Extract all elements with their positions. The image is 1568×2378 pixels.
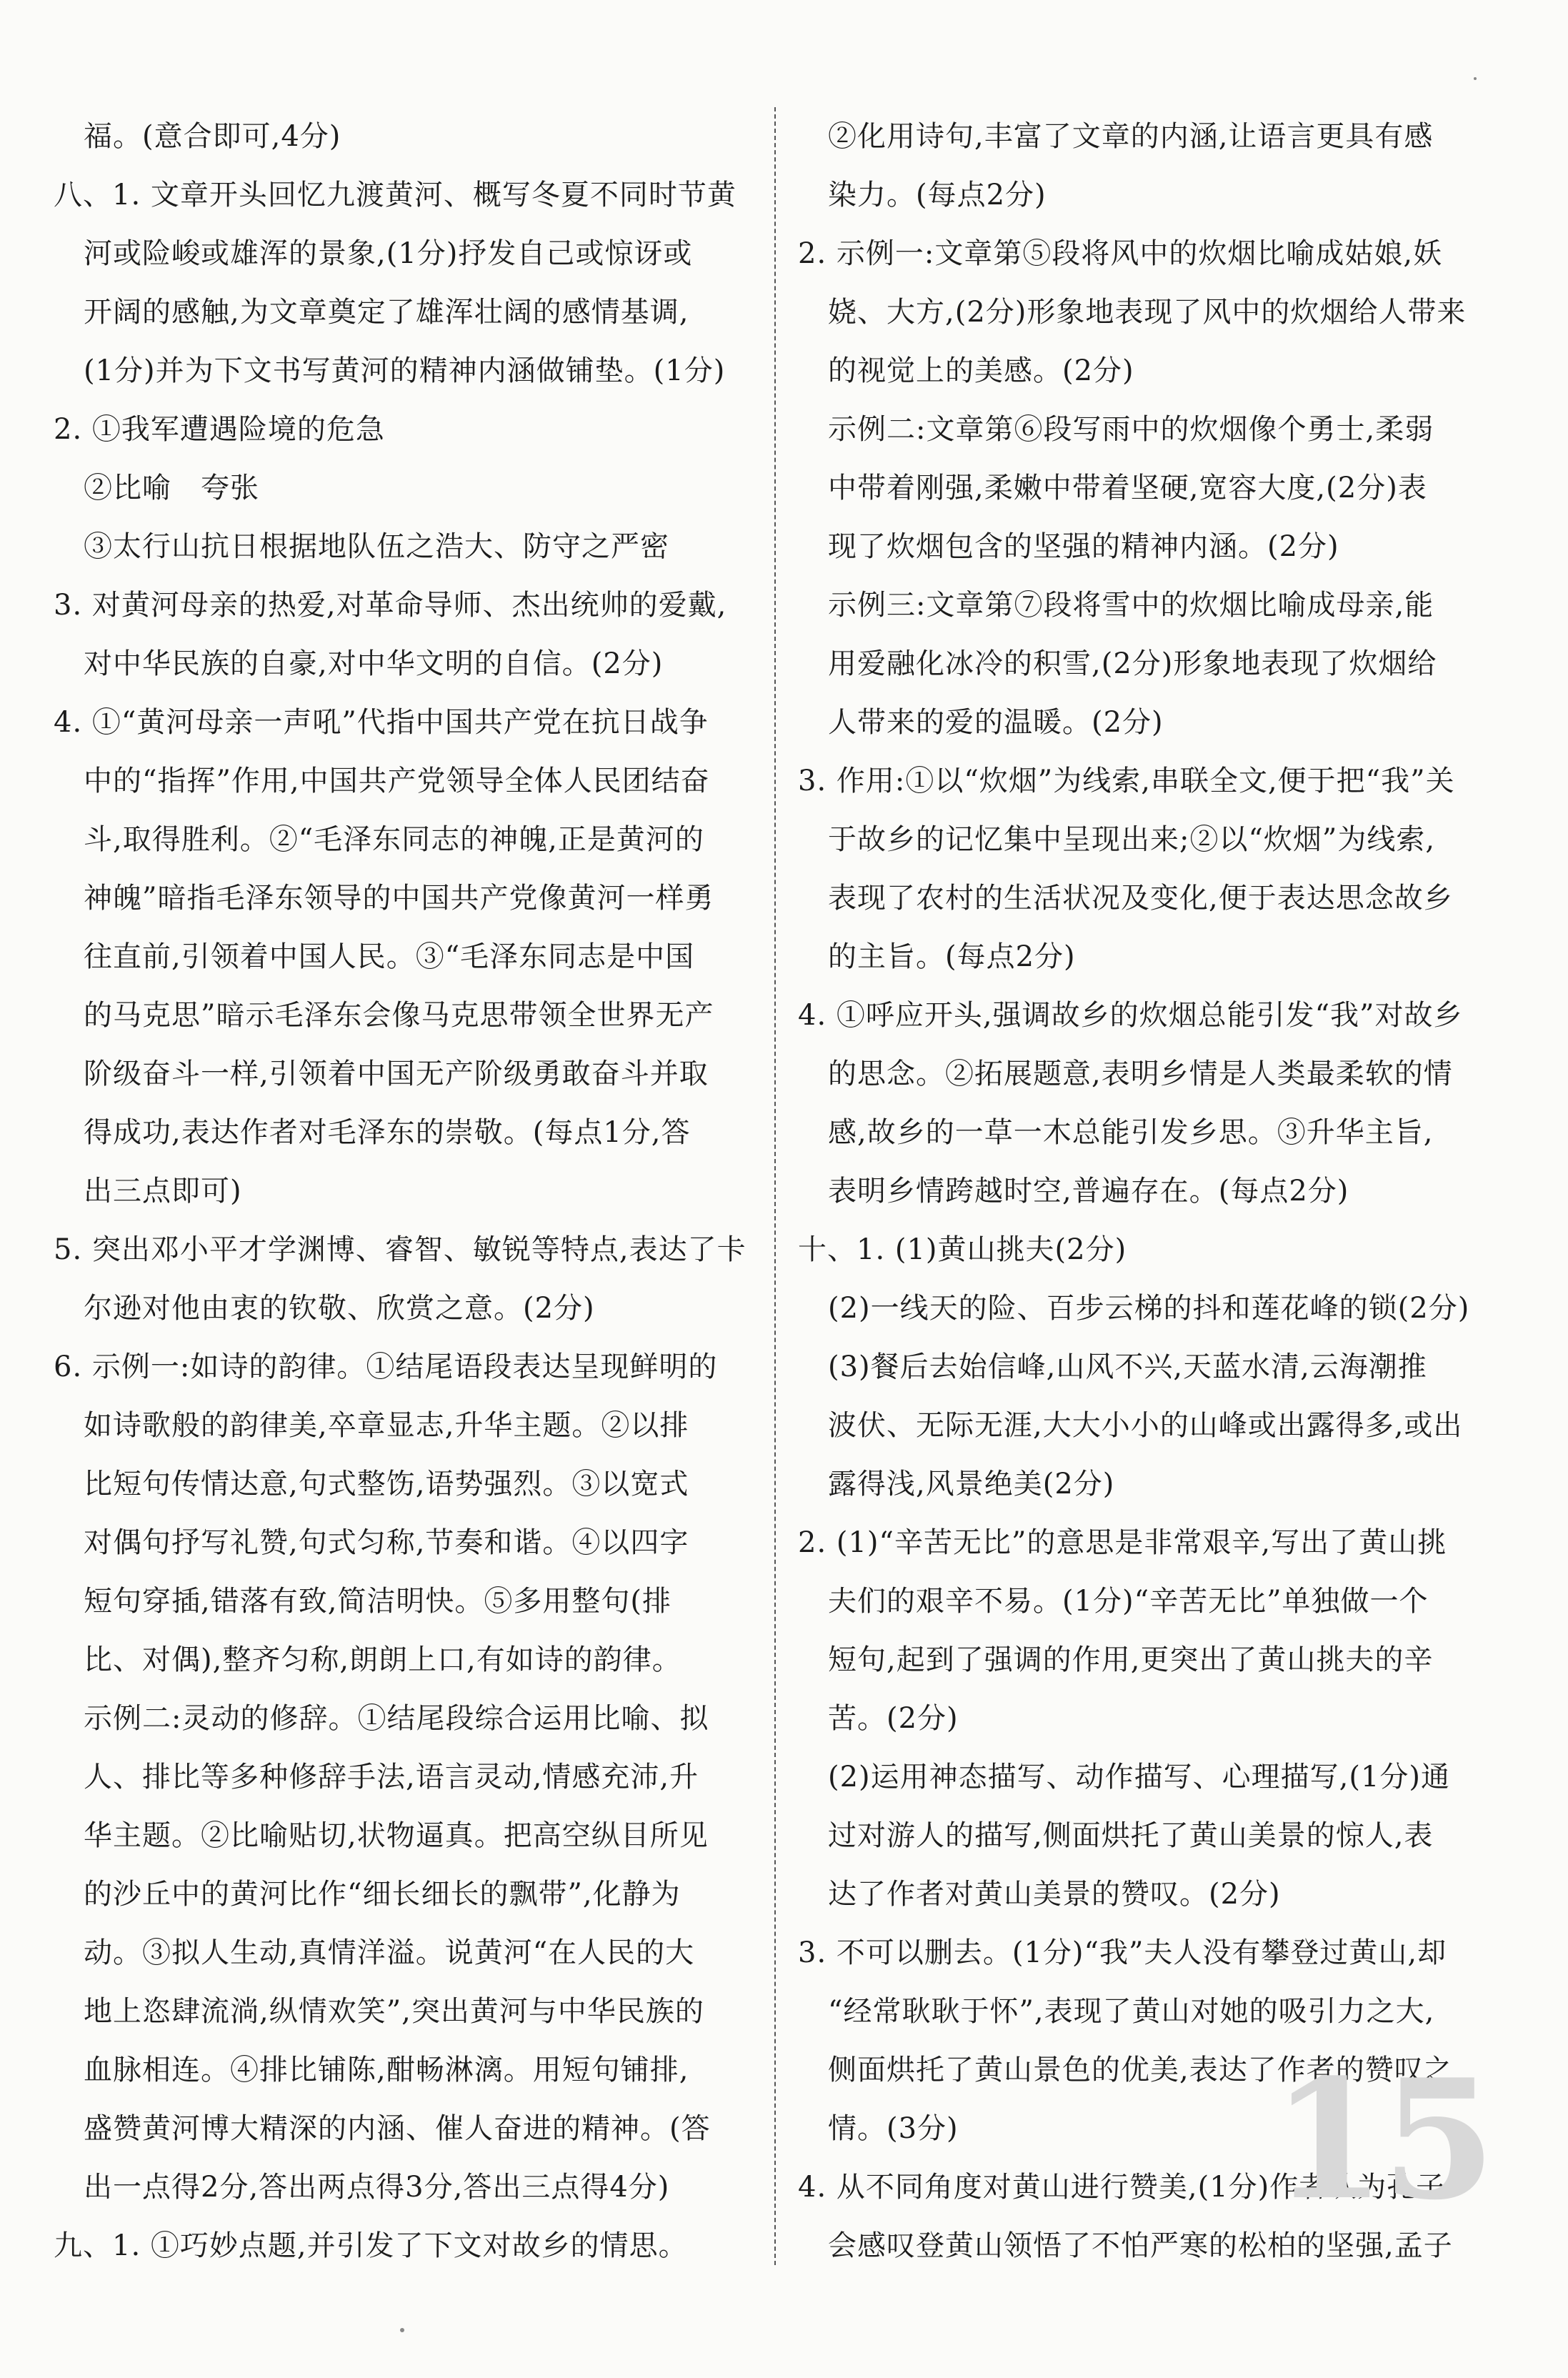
text-line: 感,故乡的一草一木总能引发乡思。③升华主旨, <box>828 1116 1434 1149</box>
text-line: 阶级奋斗一样,引领着中国无产阶级勇敢奋斗并取 <box>84 1058 709 1090</box>
text-line: 血脉相连。④排比铺陈,酣畅淋漓。用短句铺排, <box>84 2054 689 2086</box>
text-line: 用爱融化冰冷的积雪,(2分)形象地表现了炊烟给 <box>828 647 1437 680</box>
text-line: 过对游人的描写,侧面烘托了黄山美景的惊人,表 <box>828 1819 1434 1852</box>
text-line: 盛赞黄河博大精深的内涵、催人奋进的精神。(答 <box>84 2112 711 2145</box>
left-column <box>54 107 750 2275</box>
text-line: (2)运用神态描写、动作描写、心理描写,(1分)通 <box>828 1761 1451 1794</box>
text-line: 2. 示例一:文章第⑤段将风中的炊烟比喻成姑娘,妖 <box>798 237 1443 270</box>
text-line: 尔逊对他由衷的钦敬、欣赏之意。(2分) <box>84 1292 595 1325</box>
speck <box>400 2328 404 2332</box>
text-line: 短句穿插,错落有致,简洁明快。⑤多用整句(排 <box>84 1585 672 1618</box>
text-line: 示例二:文章第⑥段写雨中的炊烟像个勇士,柔弱 <box>828 413 1434 446</box>
text-line: 侧面烘托了黄山景色的优美,表达了作者的赞叹之 <box>828 2054 1453 2086</box>
text-line: 开阔的感触,为文章奠定了雄浑壮阔的感情基调, <box>84 296 689 329</box>
text-line: 4. ①呼应开头,强调故乡的炊烟总能引发“我”对故乡 <box>798 999 1463 1032</box>
text-line: 娆、大方,(2分)形象地表现了风中的炊烟给人带来 <box>828 296 1467 329</box>
text-line: 出一点得2分,答出两点得3分,答出三点得4分) <box>84 2171 670 2204</box>
text-line: 露得浅,风景绝美(2分) <box>828 1468 1115 1501</box>
text-line: 现了炊烟包含的坚强的精神内涵。(2分) <box>828 530 1339 563</box>
text-line: 3. 对黄河母亲的热爱,对革命导师、杰出统帅的爱戴, <box>54 589 727 622</box>
text-line: 九、1. ①巧妙点题,并引发了下文对故乡的情思。 <box>54 2229 688 2262</box>
text-line: 表明乡情跨越时空,普遍存在。(每点2分) <box>828 1175 1349 1208</box>
text-line: 达了作者对黄山美景的赞叹。(2分) <box>828 1878 1281 1911</box>
text-line: 比短句传情达意,句式整饬,语势强烈。③以宽式 <box>84 1468 689 1501</box>
text-line: (2)一线天的险、百步云梯的抖和莲花峰的锁(2分) <box>828 1292 1470 1325</box>
text-line: 染力。(每点2分) <box>828 179 1047 212</box>
text-line: 华主题。②比喻贴切,状物逼真。把高空纵目所见 <box>84 1819 709 1852</box>
text-line: (3)餐后去始信峰,山风不兴,天蓝水清,云海潮推 <box>828 1350 1427 1383</box>
text-line: ②比喻 夸张 <box>84 472 259 504</box>
text-line: 的视觉上的美感。(2分) <box>828 354 1134 387</box>
text-line: 示例二:灵动的修辞。①结尾段综合运用比喻、拟 <box>84 1702 709 1735</box>
text-line: ②化用诗句,丰富了文章的内涵,让语言更具有感 <box>828 120 1434 153</box>
text-line: 十、1. (1)黄山挑夫(2分) <box>798 1233 1127 1266</box>
text-line: 表现了农村的生活状况及变化,便于表达思念故乡 <box>828 882 1453 915</box>
text-line: 福。(意合即可,4分) <box>84 120 341 153</box>
text-line: 短句,起到了强调的作用,更突出了黄山挑夫的辛 <box>828 1643 1434 1676</box>
text-line: 波伏、无际无涯,大大小小的山峰或出露得多,或出 <box>828 1409 1463 1442</box>
text-line: 的主旨。(每点2分) <box>828 940 1076 973</box>
speck <box>1474 77 1477 80</box>
text-line: 得成功,表达作者对毛泽东的崇敬。(每点1分,答 <box>84 1116 691 1149</box>
text-line: 如诗歌般的韵律美,卒章显志,升华主题。②以排 <box>84 1409 689 1442</box>
text-line: 斗,取得胜利。②“毛泽东同志的神魄,正是黄河的 <box>84 823 704 856</box>
text-line: 4. ①“黄河母亲一声吼”代指中国共产党在抗日战争 <box>54 706 709 739</box>
page-number: 15 <box>1272 2044 1492 2237</box>
text-line: 4. 从不同角度对黄山进行赞美,(1分)作者认为孔子 <box>798 2171 1446 2204</box>
text-line: 河或险峻或雄浑的景象,(1分)抒发自己或惊讶或 <box>84 237 693 270</box>
right-column <box>798 107 1512 2275</box>
text-line: 5. 突出邓小平才学渊博、睿智、敏锐等特点,表达了卡 <box>54 1233 746 1266</box>
text-line: 情。(3分) <box>828 2112 959 2145</box>
text-line: 人带来的爱的温暖。(2分) <box>828 706 1164 739</box>
text-line: 夫们的艰辛不易。(1分)“辛苦无比”单独做一个 <box>828 1585 1429 1618</box>
text-line: 神魄”暗指毛泽东领导的中国共产党像黄河一样勇 <box>84 882 714 915</box>
text-line: 的思念。②拓展题意,表明乡情是人类最柔软的情 <box>828 1058 1453 1090</box>
text-line: (1分)并为下文书写黄河的精神内涵做铺垫。(1分) <box>84 354 726 387</box>
text-line: “经常耿耿于怀”,表现了黄山对她的吸引力之大, <box>828 1995 1435 2028</box>
text-line: 3. 不可以删去。(1分)“我”夫人没有攀登过黄山,却 <box>798 1936 1447 1969</box>
text-line: ③太行山抗日根据地队伍之浩大、防守之严密 <box>84 530 669 563</box>
text-line: 中的“指挥”作用,中国共产党领导全体人民团结奋 <box>84 765 710 797</box>
text-line: 于故乡的记忆集中呈现出来;②以“炊烟”为线索, <box>828 823 1436 856</box>
text-line: 会感叹登黄山领悟了不怕严寒的松柏的坚强,孟子 <box>828 2229 1453 2262</box>
text-line: 3. 作用:①以“炊烟”为线索,串联全文,便于把“我”关 <box>798 765 1455 797</box>
text-line: 的马克思”暗示毛泽东会像马克思带领全世界无产 <box>84 999 714 1032</box>
text-line: 往直前,引领着中国人民。③“毛泽东同志是中国 <box>84 940 695 973</box>
text-line: 比、对偶),整齐匀称,朗朗上口,有如诗的韵律。 <box>84 1643 681 1676</box>
text-line: 八、1. 文章开头回忆九渡黄河、概写冬夏不同时节黄 <box>54 179 736 212</box>
text-line: 示例三:文章第⑦段将雪中的炊烟比喻成母亲,能 <box>828 589 1434 622</box>
text-line: 动。③拟人生动,真情洋溢。说黄河“在人民的大 <box>84 1936 695 1969</box>
text-line: 出三点即可) <box>84 1175 242 1208</box>
text-line: 苦。(2分) <box>828 1702 959 1735</box>
text-line: 地上恣肆流淌,纵情欢笑”,突出黄河与中华民族的 <box>84 1995 704 2028</box>
text-line: 人、排比等多种修辞手法,语言灵动,情感充沛,升 <box>84 1761 699 1794</box>
text-line: 对中华民族的自豪,对中华文明的自信。(2分) <box>84 647 664 680</box>
column-divider <box>774 107 776 2265</box>
text-line: 6. 示例一:如诗的韵律。①结尾语段表达呈现鲜明的 <box>54 1350 718 1383</box>
text-line: 2. (1)“辛苦无比”的意思是非常艰辛,写出了黄山挑 <box>798 1526 1447 1559</box>
text-line: 2. ①我军遭遇险境的危急 <box>54 413 385 446</box>
text-line: 的沙丘中的黄河比作“细长细长的飘带”,化静为 <box>84 1878 681 1911</box>
text-line: 中带着刚强,柔嫩中带着坚硬,宽容大度,(2分)表 <box>828 472 1427 504</box>
text-line: 对偶句抒写礼赞,句式匀称,节奏和谐。④以四字 <box>84 1526 689 1559</box>
